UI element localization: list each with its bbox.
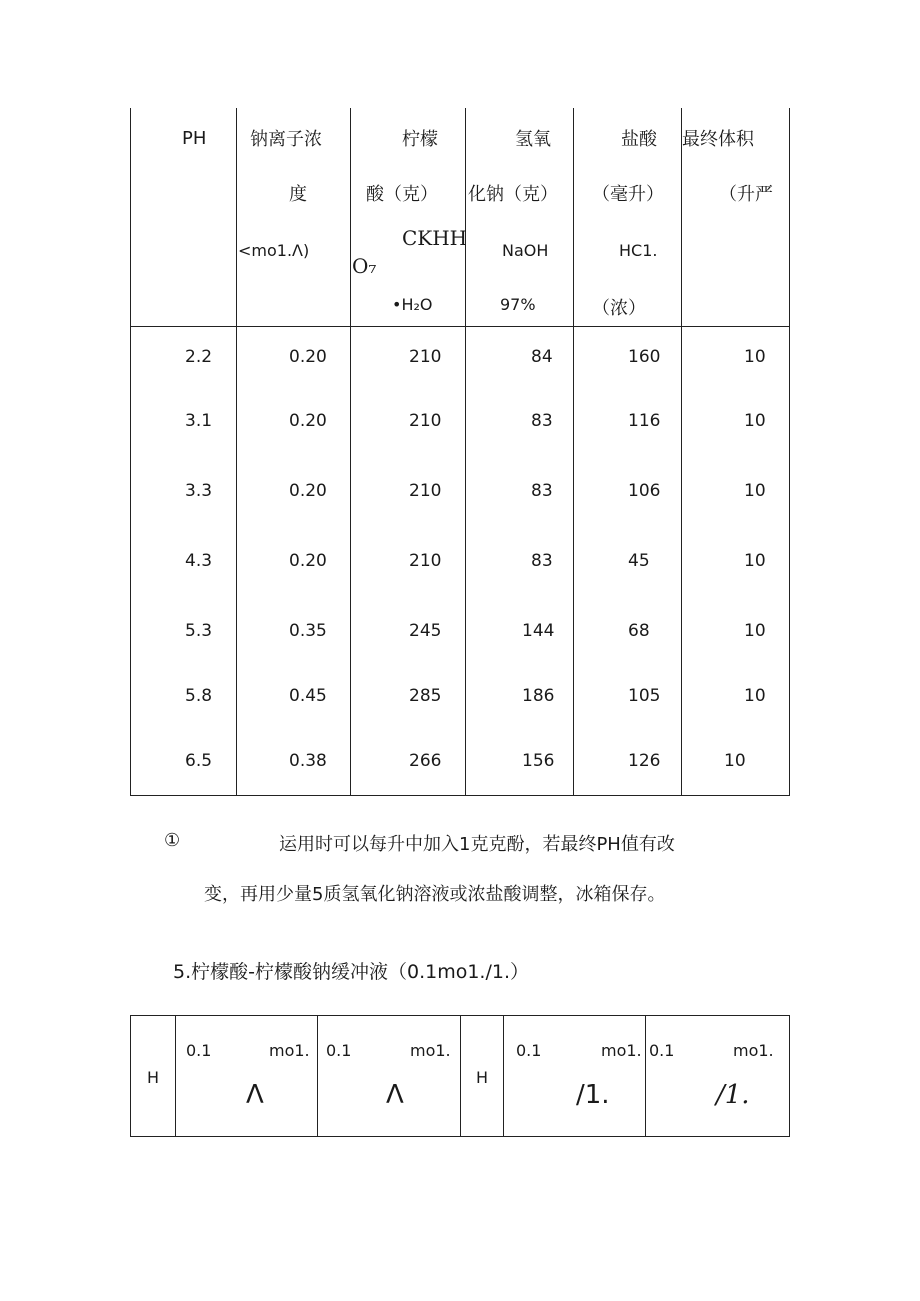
- header-conc-unit: mo1.: [733, 1041, 774, 1060]
- header-conc-unit-suffix: /1.: [716, 1080, 750, 1110]
- header-conc-unit: mo1.: [410, 1041, 451, 1060]
- cell-naoh: 144: [522, 621, 555, 641]
- cell-sodium: 0.38: [289, 751, 327, 771]
- citrate-buffer-table: [130, 1015, 790, 1137]
- header-citric-line1: 柠檬: [402, 129, 438, 150]
- column-divider: [460, 1015, 461, 1137]
- buffer-recipe-table: [130, 108, 790, 796]
- cell-sodium: 0.45: [289, 686, 327, 706]
- header-conc-value: 0.1: [326, 1041, 352, 1060]
- header-conc-value: 0.1: [516, 1041, 542, 1060]
- column-divider: [465, 108, 466, 796]
- header-conc-unit: mo1.: [269, 1041, 310, 1060]
- header-volume-line2: （升严: [719, 184, 773, 205]
- header-hcl-conc: （浓）: [592, 298, 646, 319]
- header-conc-unit-suffix: Λ: [246, 1080, 264, 1110]
- cell-volume: 10: [744, 347, 766, 367]
- table-border-bottom: [130, 795, 790, 796]
- cell-citric: 210: [409, 481, 442, 501]
- cell-naoh: 84: [531, 347, 553, 367]
- cell-naoh: 83: [531, 411, 553, 431]
- cell-hcl: 126: [628, 751, 661, 771]
- cell-sodium: 0.20: [289, 481, 327, 501]
- cell-citric: 210: [409, 411, 442, 431]
- header-citric-line2: 酸（克）: [366, 184, 438, 205]
- cell-citric: 285: [409, 686, 442, 706]
- note-line-2: 变，再用少量5质氢氧化钠溶液或浓盐酸调整，冰箱保存。: [204, 884, 666, 905]
- table-border-left: [130, 1015, 131, 1137]
- cell-ph: 5.8: [185, 686, 213, 706]
- column-divider: [681, 108, 682, 796]
- cell-hcl: 105: [628, 686, 661, 706]
- column-divider: [350, 108, 351, 796]
- table-border-left: [130, 108, 131, 796]
- cell-naoh: 156: [522, 751, 555, 771]
- cell-sodium: 0.20: [289, 411, 327, 431]
- cell-ph: 5.3: [185, 621, 213, 641]
- column-divider: [236, 108, 237, 796]
- cell-volume: 10: [744, 621, 766, 641]
- header-conc-unit-suffix: Λ: [386, 1080, 404, 1110]
- cell-naoh: 83: [531, 481, 553, 501]
- header-sodium-unit: <mo1.Λ): [238, 241, 310, 260]
- cell-sodium: 0.35: [289, 621, 327, 641]
- header-naoh-line2: 化钠（克）: [468, 184, 558, 205]
- cell-hcl: 116: [628, 411, 661, 431]
- cell-volume: 10: [744, 551, 766, 571]
- header-citric-formula: CKHH: [402, 226, 468, 250]
- cell-hcl: 160: [628, 347, 661, 367]
- header-separator: [130, 326, 790, 327]
- cell-sodium: 0.20: [289, 347, 327, 367]
- header-sodium-line2: 度: [289, 184, 307, 205]
- cell-naoh: 83: [531, 551, 553, 571]
- note-line-1: 运用时可以每升中加入1克克酚，若最终PH值有改: [279, 834, 675, 855]
- cell-citric: 210: [409, 347, 442, 367]
- table-border-right: [789, 1015, 790, 1137]
- header-sodium-line1: 钠离子浓: [250, 129, 322, 150]
- note-marker: ①: [164, 830, 181, 851]
- cell-ph: 3.3: [185, 481, 213, 501]
- header-conc-unit: mo1.: [601, 1041, 642, 1060]
- cell-volume: 10: [724, 751, 746, 771]
- header-conc-unit-suffix: /1.: [576, 1080, 610, 1110]
- cell-volume: 10: [744, 481, 766, 501]
- header-hcl-formula: HC1.: [619, 241, 658, 260]
- cell-ph: 4.3: [185, 551, 213, 571]
- cell-sodium: 0.20: [289, 551, 327, 571]
- cell-hcl: 45: [628, 551, 650, 571]
- header-volume-line1: 最终体积: [682, 129, 754, 150]
- cell-citric: 245: [409, 621, 442, 641]
- column-divider: [175, 1015, 176, 1137]
- cell-citric: 266: [409, 751, 442, 771]
- cell-naoh: 186: [522, 686, 555, 706]
- column-divider: [573, 108, 574, 796]
- section-title: 5.柠檬酸-柠檬酸钠缓冲液（0.1mo1./1.）: [173, 961, 529, 983]
- header-ph: PH: [182, 128, 207, 149]
- cell-ph: 2.2: [185, 347, 213, 367]
- cell-ph: 3.1: [185, 411, 213, 431]
- cell-volume: 10: [744, 686, 766, 706]
- column-divider: [317, 1015, 318, 1137]
- column-divider: [645, 1015, 646, 1137]
- header-naoh-purity: 97%: [500, 295, 536, 314]
- header-conc-value: 0.1: [186, 1041, 212, 1060]
- cell-ph: 6.5: [185, 751, 213, 771]
- header-hcl-line1: 盐酸: [621, 129, 657, 150]
- table-border-right: [789, 108, 790, 796]
- header-ph-h: H: [147, 1068, 160, 1087]
- cell-volume: 10: [744, 411, 766, 431]
- header-hcl-line2: （毫升）: [592, 184, 664, 205]
- header-naoh-line1: 氢氧: [515, 129, 551, 150]
- cell-citric: 210: [409, 551, 442, 571]
- header-ph-h: H: [476, 1068, 489, 1087]
- cell-hcl: 68: [628, 621, 650, 641]
- header-naoh-formula: NaOH: [502, 241, 549, 260]
- header-conc-value: 0.1: [649, 1041, 675, 1060]
- cell-hcl: 106: [628, 481, 661, 501]
- header-citric-hydrate: •H₂O: [392, 295, 433, 314]
- header-citric-formula-o7: O₇: [352, 254, 377, 278]
- column-divider: [503, 1015, 504, 1137]
